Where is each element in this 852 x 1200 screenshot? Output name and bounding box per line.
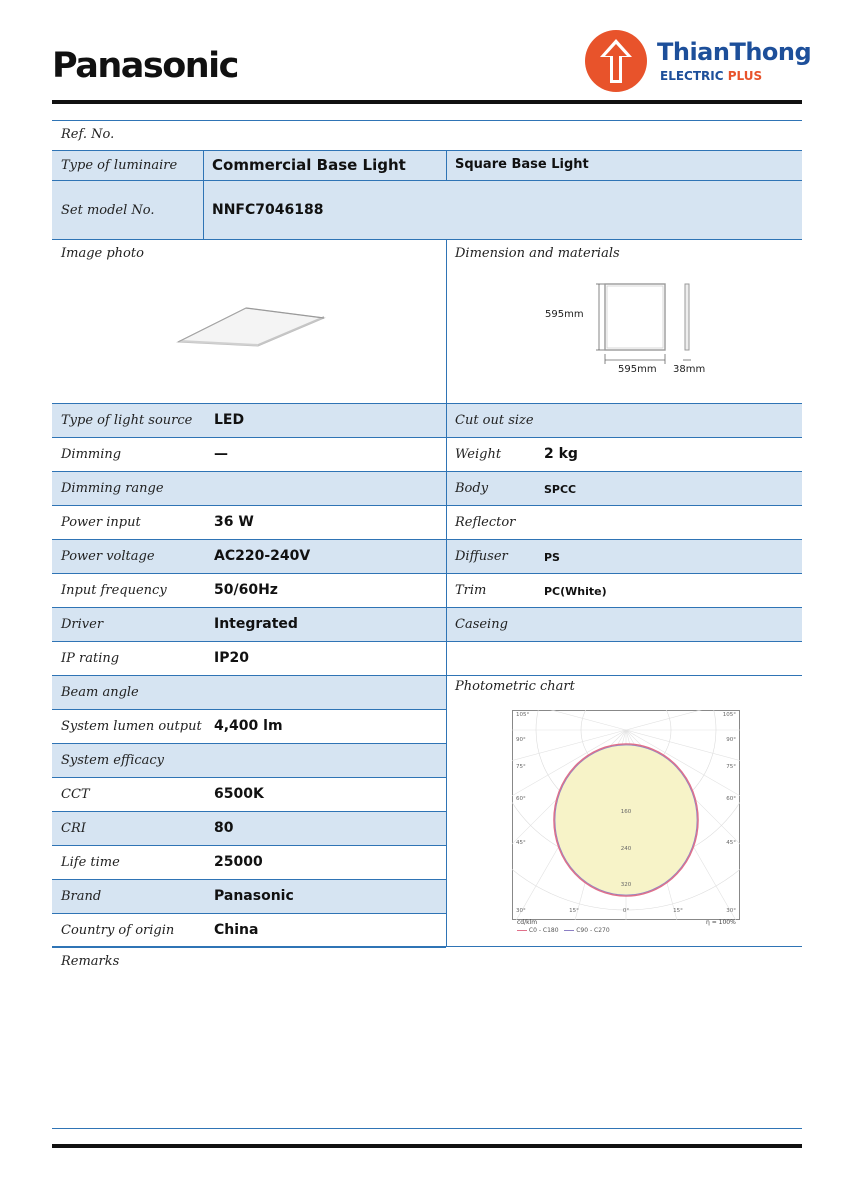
spec-label: IP rating <box>61 651 120 666</box>
spec-label: Country of origin <box>61 923 175 938</box>
angle-label: 75° <box>516 764 526 770</box>
spec-label: Brand <box>61 889 102 904</box>
footer-rule <box>52 1144 802 1148</box>
angle-label: 45° <box>516 840 526 846</box>
thianthong-logo-icon <box>585 30 647 92</box>
line <box>52 539 446 540</box>
type-label: Type of luminaire <box>61 158 178 173</box>
line <box>52 913 446 914</box>
column-divider <box>446 150 447 180</box>
line <box>52 777 446 778</box>
angle-label: 15° <box>673 908 683 914</box>
spec-value: 25000 <box>214 854 263 870</box>
line <box>52 946 802 947</box>
spec-value: 2 kg <box>544 446 578 462</box>
spec-label: Diffuser <box>455 549 508 564</box>
photometric-label: Photometric chart <box>455 679 575 694</box>
spec-row-band <box>447 472 802 505</box>
spec-value: 80 <box>214 820 234 836</box>
remarks-label: Remarks <box>61 954 120 969</box>
model-band <box>52 181 802 239</box>
line <box>52 471 446 472</box>
line <box>52 845 446 846</box>
line <box>447 675 802 676</box>
line <box>52 505 446 506</box>
spec-label: Type of light source <box>61 413 193 428</box>
line <box>52 743 446 744</box>
line <box>52 150 802 151</box>
model-value: NNFC7046188 <box>212 202 324 218</box>
dim-width-text: 595mm <box>618 364 657 375</box>
photometric-chart <box>512 710 740 920</box>
header-rule <box>52 100 802 104</box>
model-label: Set model No. <box>61 203 155 218</box>
spec-label: Power input <box>61 515 141 530</box>
line <box>52 641 446 642</box>
angle-label: 90° <box>726 737 736 743</box>
angle-label: 60° <box>726 796 736 802</box>
angle-label: 75° <box>726 764 736 770</box>
thianthong-name: ThianThong <box>657 38 812 66</box>
line <box>52 811 446 812</box>
angle-label: 0° <box>622 908 630 914</box>
spec-label: Caseing <box>455 617 508 632</box>
radial-label: 320 <box>620 882 632 888</box>
angle-label: 60° <box>516 796 526 802</box>
line <box>52 437 446 438</box>
spec-value: IP20 <box>214 650 249 666</box>
line <box>52 709 446 710</box>
spec-label: System lumen output <box>61 719 202 734</box>
line <box>52 403 802 404</box>
dim-height-text: 595mm <box>545 309 584 320</box>
dimension-drawing <box>595 278 705 366</box>
angle-label: 30° <box>726 908 736 914</box>
spec-value: AC220-240V <box>214 548 311 564</box>
spec-label: CCT <box>61 787 90 802</box>
line <box>447 471 802 472</box>
spec-label: Power voltage <box>61 549 155 564</box>
angle-label: 15° <box>569 908 579 914</box>
line <box>447 505 802 506</box>
angle-label: 45° <box>726 840 736 846</box>
spec-value: Panasonic <box>214 888 294 904</box>
spec-value: PC(White) <box>544 585 607 598</box>
line <box>52 607 446 608</box>
angle-label: 105° <box>516 712 530 718</box>
column-divider <box>203 150 204 239</box>
spec-value: Integrated <box>214 616 298 632</box>
spec-label: Driver <box>61 617 104 632</box>
spec-label: Beam angle <box>61 685 139 700</box>
photometric-legend: C0 - C180 C90 - C270 <box>517 927 610 934</box>
image-photo-label: Image photo <box>61 246 144 261</box>
ref-no-label: Ref. No. <box>61 127 115 142</box>
spec-label: Body <box>455 481 489 496</box>
line <box>52 879 446 880</box>
spec-value: 4,400 lm <box>214 718 283 734</box>
dimension-label: Dimension and materials <box>455 246 620 261</box>
spec-label: System efficacy <box>61 753 165 768</box>
line <box>52 573 446 574</box>
radial-label: 240 <box>620 846 632 852</box>
dim-depth-text: 38mm <box>673 364 706 375</box>
spec-label: Dimming range <box>61 481 164 496</box>
spec-label: Life time <box>61 855 120 870</box>
photometric-unit: cd/klm <box>517 919 538 926</box>
line <box>447 573 802 574</box>
spec-value: China <box>214 922 259 938</box>
line <box>52 675 446 676</box>
spec-value: LED <box>214 412 245 428</box>
spec-value: 50/60Hz <box>214 582 278 598</box>
column-divider <box>446 239 447 946</box>
line <box>447 641 802 642</box>
line <box>52 1128 802 1129</box>
type-value: Commercial Base Light <box>212 156 406 174</box>
product-photo <box>172 300 328 348</box>
line <box>52 239 802 240</box>
spec-value: 36 W <box>214 514 254 530</box>
thianthong-subtitle: ELECTRIC PLUS <box>660 69 763 83</box>
spec-value: 6500K <box>214 786 264 802</box>
radial-label: 160 <box>620 809 632 815</box>
spec-value: PS <box>544 551 560 564</box>
line <box>447 607 802 608</box>
spec-label: Trim <box>455 583 487 598</box>
spec-label: CRI <box>61 821 86 836</box>
spec-label: Cut out size <box>455 413 534 428</box>
angle-label: 90° <box>516 737 526 743</box>
angle-label: 30° <box>516 908 526 914</box>
spec-label: Reflector <box>455 515 516 530</box>
line <box>447 539 802 540</box>
panasonic-logo: Panasonic <box>52 46 238 86</box>
type-value-secondary: Square Base Light <box>455 157 589 172</box>
spec-row-band <box>52 812 446 845</box>
spec-label: Input frequency <box>61 583 167 598</box>
spec-label: Weight <box>455 447 502 462</box>
spec-value: — <box>214 446 228 462</box>
line <box>447 437 802 438</box>
line <box>52 947 446 948</box>
line <box>52 180 802 181</box>
line <box>52 120 802 121</box>
photometric-eta: η = 100% <box>706 919 736 926</box>
spec-value: SPCC <box>544 483 577 496</box>
angle-label: 105° <box>722 712 736 718</box>
spec-label: Dimming <box>61 447 122 462</box>
